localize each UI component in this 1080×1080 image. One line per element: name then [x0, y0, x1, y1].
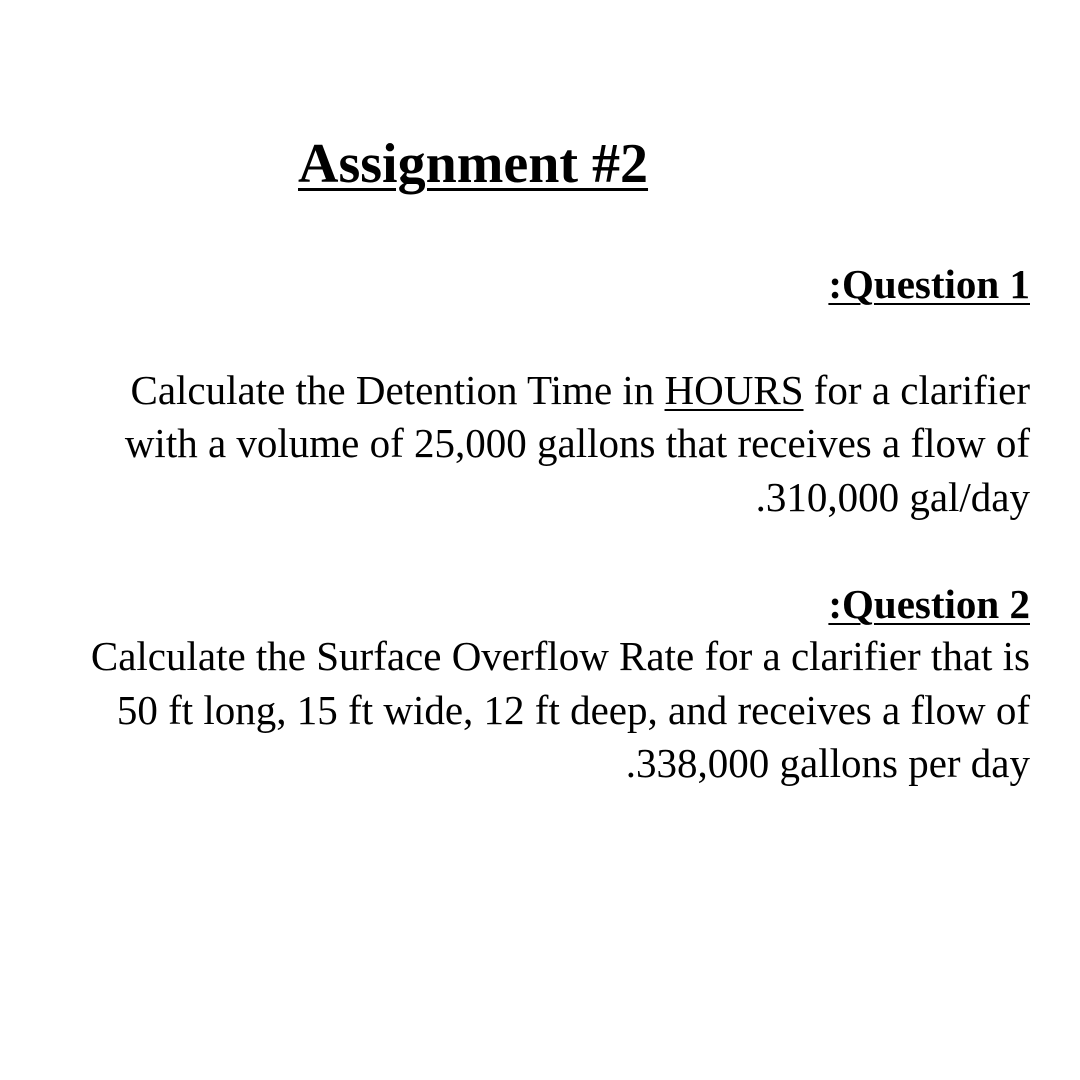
question-2-line-2: 50 ft long, 15 ft wide, 12 ft deep, and receives a flow of: [116, 687, 1030, 733]
question-1-line-3: .310,000 gal/day: [755, 474, 1030, 520]
question-2-line-3: .338,000 gallons per day: [625, 740, 1030, 786]
question-2-heading: :Question 2: [828, 581, 1030, 627]
question-1-line-1: [130, 366, 1030, 414]
question-1-line-2: with a volume of 25,000 gallons that receives a flow of: [124, 420, 1030, 466]
q1-text-after: for a clarifier: [803, 367, 1030, 413]
question-1-heading: :Question 1: [828, 261, 1030, 307]
q1-emphasis-hours: HOURS: [664, 367, 804, 413]
question-2-line-1: Calculate the Surface Overflow Rate for a clarifier that is: [90, 633, 1030, 679]
q1-text-before: Calculate the Detention Time in: [130, 367, 665, 413]
page-title: Assignment #2: [298, 133, 649, 195]
